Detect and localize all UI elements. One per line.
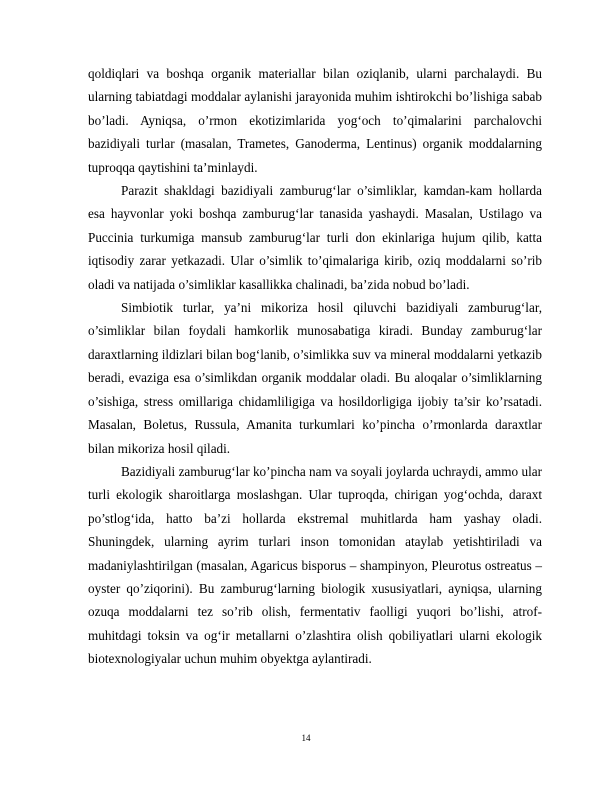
paragraph-symbiotic-fungi: Simbiotik turlar, ya’ni mikoriza hosil qiluvchi bazidiyali zamburug‘lar, o’simliklar bilan foydali hamkorlik munosabatiga kiradi. Bunday zamburug‘lar daraxtlarning ildizlari bilan bog‘lanib, o’simlikka suv va mineral moddalarni yetkazib beradi, evaziga esa o’simlikdan organik moddalar oladi. Bu aloqalar o’simliklarning o’sishiga, stress omillariga chidamliligiga va hosildorligiga ijobiy ta’sir ko’rsatadi. Masalan, Boletus, Russula, Amanita turkumlari ko’pincha o’rmonlarda daraxtlar bilan mikoriza hosil qiladi.	[88, 300, 542, 456]
page-number: 14	[301, 733, 311, 743]
paragraph-continuation: qoldiqlari va boshqa organik materiallar bilan oziqlanib, ularni parchalaydi. Bu ularning tabiatdagi moddalar aylanishi jarayonida muhim ishtirokchi bo’lishiga sabab bo’ladi. Ayniqsa, o’rmon ekotizimlarida yog‘och to’qimalarini parchalovchi bazidiyali turlar (masalan, Trametes, Ganoderma, Lentinus) organik moddalarning tuproqqa qaytishini ta’minlaydi.	[88, 66, 542, 175]
document-body	[88, 62, 542, 671]
paragraph-habitat-fungi: Bazidiyali zamburug‘lar ko’pincha nam va soyali joylarda uchraydi, ammo ular turli ekologik sharoitlarga moslashgan. Ular tuproqda, chirigan yog‘ochda, daraxt po’stlog‘ida, hatto ba’zi hollarda ekstremal muhitlarda ham yashay oladi. Shuningdek, ularning ayrim turlari inson tomonidan ataylab yetishtiriladi va madaniylashtirilgan (masalan, Agaricus bisporus – shampinyon, Pleurotus ostreatus – oyster qo’ziqorini). Bu zamburug‘larning biologik xususiyatlari, ayniqsa, ularning ozuqa moddalarni tez so’rib olish, fermentativ faolligi yuqori bo’lishi, atrof-muhitdagi toksin va og‘ir metallarni o’zlashtira olish qobiliyatlari ularni ekologik biotexnologiyalar uchun muhim obyektga aylantiradi.	[88, 463, 542, 667]
paragraph-parasitic-fungi: Parazit shakldagi bazidiyali zamburug‘lar o’simliklar, kamdan-kam hollarda esa hayvonlar yoki boshqa zamburug‘lar tanasida yashaydi. Masalan, Ustilago va Puccinia turkumiga mansub zamburug‘lar turli don ekinlariga hujum qilib, katta iqtisodiy zarar yetkazadi. Ular o’simlik to’qimalariga kirib, oziq moddalarni so’rib oladi va natijada o’simliklar kasallikka chalinadi, ba’zida nobud bo’ladi.	[88, 183, 542, 292]
